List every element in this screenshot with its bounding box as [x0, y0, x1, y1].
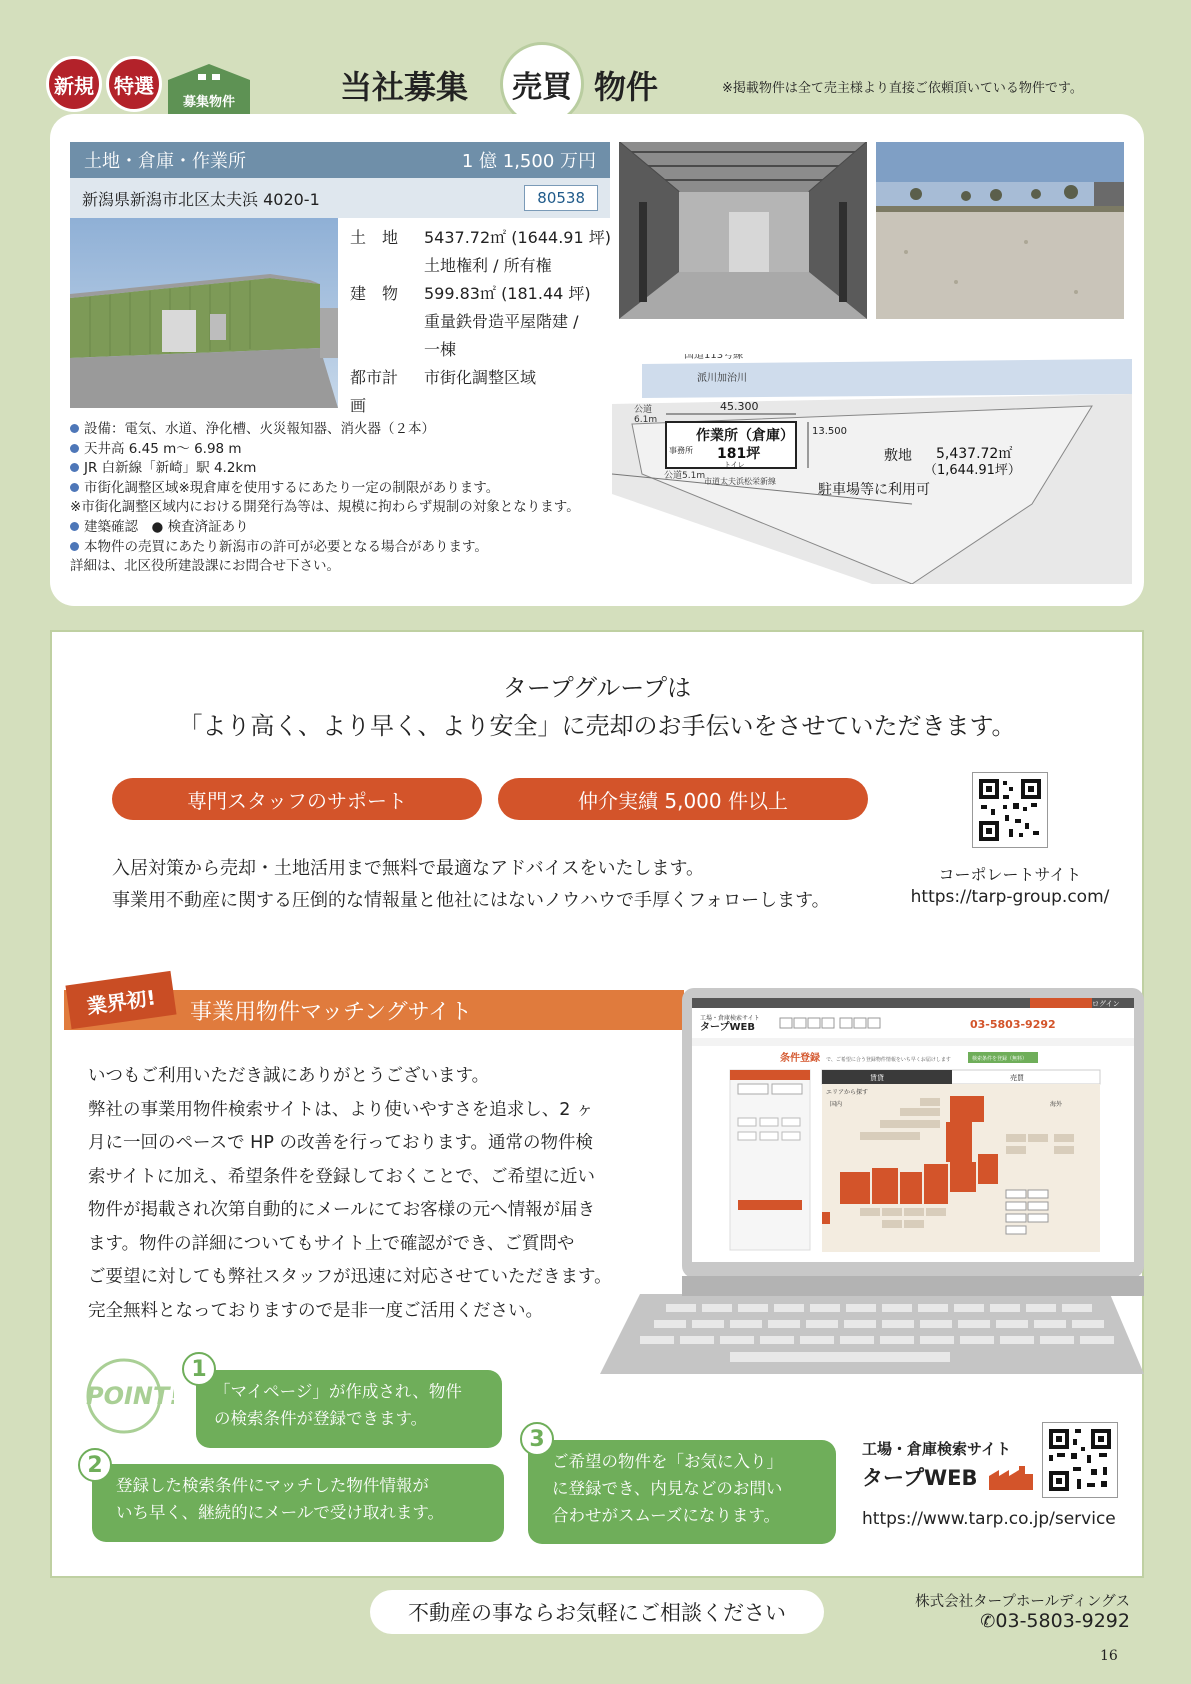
- body-line: ます。物件の詳細についてもサイト上で確認ができ、ご質問や: [88, 1233, 575, 1254]
- property-address: 新潟県新潟市北区太夫浜 4020-1: [82, 189, 320, 209]
- map-road-top: 国道113号線: [684, 354, 744, 361]
- screen-search-hint: で、ご希望に合う登録物件情報をいち早くお届けします: [826, 1057, 951, 1063]
- company-tagline-1: タープグループは: [502, 674, 692, 702]
- corporate-site-url[interactable]: https://tarp-group.com/: [910, 887, 1110, 907]
- matching-site-body: [88, 1060, 658, 1328]
- page-title-left: 当社募集: [340, 68, 469, 106]
- spec-value: 市街化調整区域: [424, 368, 537, 387]
- point-3-number: 3: [520, 1422, 554, 1456]
- screen-register-button: 検索条件を登録（無料）: [972, 1056, 1028, 1062]
- body-line: 月に一回のペースで HP の改善を行っております。通常の物件検: [88, 1133, 594, 1153]
- note-line: [70, 440, 610, 460]
- spec-value: 599.83㎡ (181.44 坪): [424, 284, 591, 303]
- note-line: [70, 538, 610, 558]
- warehouse-interior-photo: [619, 142, 867, 319]
- point-line: 合わせがスムーズになります。: [552, 1506, 781, 1525]
- map-parking: 駐車場等に利用可: [818, 482, 930, 498]
- point-line: 登録した検索条件にマッチした物件情報が: [116, 1476, 429, 1495]
- map-site-label: 敷地: [884, 448, 912, 464]
- map-toilet: トイレ: [724, 461, 745, 469]
- spec-value: 土地権利 / 所有権: [424, 256, 552, 275]
- page-title-circle: 売買: [500, 42, 584, 126]
- note-text: 詳細は、北区役所建設課にお問合せ下さい。: [70, 558, 340, 575]
- point-line: いち早く、継続的にメールで受け取れます。: [116, 1503, 445, 1522]
- note-text: 天井高 6.45 m〜 6.98 m: [84, 440, 242, 457]
- screen-tab-rent: 賃貸: [870, 1074, 884, 1082]
- point-1-box: [196, 1370, 502, 1448]
- map-building-area: 181坪: [717, 446, 761, 462]
- screen-area-label: エリアから探す: [826, 1089, 869, 1096]
- screen-login: ログイン: [1092, 1000, 1120, 1008]
- screen-phone: 03-5803-9292: [970, 1018, 1056, 1031]
- note-text: 建築確認 ● 検査済証あり: [84, 518, 249, 535]
- corporate-qr-code[interactable]: [972, 772, 1048, 848]
- note-text: ※市街化調整区域内における開発行為等は、規模に拘わらず規制の対象となります。: [70, 499, 580, 516]
- point-1-number: 1: [182, 1352, 216, 1386]
- note-text: 設備：電気、水道、浄化槽、火災報知器、消火器（２本）: [84, 421, 435, 437]
- category-house-icon: [168, 64, 250, 114]
- point-line: に登録でき、内見などのお問い: [552, 1479, 783, 1498]
- bullet-dot-icon: [70, 542, 79, 551]
- tarpweb-qr-code[interactable]: [1042, 1422, 1118, 1498]
- body-line: 物件が掲載され次第自動的にメールにてお客様の元へ情報が届き: [88, 1200, 596, 1220]
- property-type: 土地・倉庫・作業所: [84, 151, 246, 172]
- property-header: [70, 142, 610, 178]
- screen-domestic: 国内: [830, 1101, 843, 1108]
- footer-phone-number: 03-5803-9292: [995, 1610, 1130, 1632]
- site-layout-map: [612, 354, 1132, 584]
- badge-special: 特選: [106, 56, 162, 112]
- company-desc-1: 入居対策から売却・土地活用まで無料で最適なアドバイスをいたします。: [112, 858, 705, 879]
- property-spec-list: [350, 224, 611, 415]
- footer-consult-pill: 不動産の事ならお気軽にご相談ください: [370, 1590, 824, 1634]
- body-line: 完全無料となっておりますので是非一度ご活用ください。: [88, 1300, 543, 1321]
- laptop-screenshot-illustration: [600, 984, 1144, 1374]
- warehouse-exterior-photo: [70, 218, 338, 408]
- screen-tab-sale: 売買: [1010, 1074, 1024, 1082]
- badge-new: 新規: [46, 56, 102, 112]
- map-road-bottom: 公道5.1m: [664, 471, 706, 481]
- property-notes: [70, 420, 610, 577]
- note-text: JR 白新線「新崎」駅 4.2km: [84, 460, 257, 477]
- tarpweb-label: 工場・倉庫検索サイト: [862, 1440, 1011, 1458]
- note-line: [70, 479, 610, 499]
- company-desc-2: 事業用不動産に関する圧倒的な情報量と他社にはないノウハウで手厚くフォローします。: [112, 890, 830, 911]
- spec-label: 土 地: [350, 228, 399, 247]
- screen-logo-small: 工場・倉庫検索サイト: [700, 1015, 760, 1022]
- map-site-tsubo: （1,644.91坪）: [924, 463, 1021, 478]
- footer-phone: [886, 1610, 1130, 1632]
- tarpweb-url[interactable]: https://www.tarp.co.jp/service: [862, 1509, 1116, 1529]
- matching-site-title: 事業用物件マッチングサイト: [190, 999, 473, 1025]
- body-line: 弊社の事業用物件検索サイトは、より使いやすさを追求し、2 ヶ: [88, 1099, 594, 1120]
- map-site-m2: 5,437.72㎡: [936, 446, 1013, 462]
- map-building-name: 作業所（倉庫）: [696, 428, 794, 444]
- note-text: 本物件の売買にあたり新潟市の許可が必要となる場合があります。: [84, 538, 488, 555]
- spec-label: 都市計画: [350, 368, 399, 415]
- point-line: 「マイページ」が作成され、物件: [214, 1382, 462, 1401]
- footer-company-name: 株式会社タープホールディングス: [915, 1594, 1130, 1610]
- map-road-left-2: 6.1m: [634, 415, 658, 425]
- property-id: 80538: [524, 185, 598, 211]
- point-line: の検索条件が登録できます。: [214, 1409, 428, 1428]
- bullet-dot-icon: [70, 463, 79, 472]
- tarpweb-logo-text: タープWEB: [862, 1466, 978, 1490]
- page-title-right: 物件: [594, 68, 659, 106]
- category-tag: 募集物件: [182, 95, 235, 110]
- point-badge-label: POINT!: [86, 1382, 174, 1410]
- spec-label: 建 物: [350, 284, 399, 303]
- note-line: [70, 498, 610, 518]
- note-line: [70, 420, 610, 440]
- map-road-left-1: 公道: [634, 405, 653, 415]
- corporate-site-label: コーポレートサイト: [938, 865, 1082, 884]
- screen-search-title: 条件登録: [780, 1053, 820, 1064]
- note-line: [70, 518, 610, 538]
- map-width-dim: 45.300: [720, 400, 759, 413]
- point-2-box: [92, 1464, 504, 1542]
- spec-value: 一棟: [424, 340, 457, 359]
- bullet-dot-icon: [70, 522, 79, 531]
- company-tagline-2: 「より高く、より早く、より安全」に売却のお手伝いをさせていただきます。: [178, 712, 1016, 740]
- page-number: 16: [1100, 1648, 1118, 1664]
- phone-icon: ✆: [980, 1611, 996, 1632]
- body-line: いつもご利用いただき誠にありがとうございます。: [88, 1066, 490, 1086]
- body-line: 索サイトに加え、希望条件を登録しておくことで、ご希望に近い: [88, 1166, 595, 1187]
- point-2-number: 2: [78, 1448, 112, 1482]
- property-price: 1 億 1,500 万円: [461, 151, 596, 172]
- tarpweb-logo: [862, 1462, 1033, 1495]
- industry-first-tag: 業界初!: [65, 971, 176, 1029]
- note-text: 市街化調整区域※現倉庫を使用するにあたり一定の制限があります。: [84, 479, 500, 496]
- brokerage-record-pill: 仲介実績 5,000 件以上: [498, 778, 868, 820]
- bullet-dot-icon: [70, 444, 79, 453]
- map-river: 派川加治川: [697, 373, 747, 384]
- screen-overseas: 海外: [1050, 1101, 1063, 1108]
- factory-icon: [989, 1464, 1033, 1495]
- header-note: ※掲載物件は全て売主様より直接ご依頼頂いている物件です。: [722, 81, 1083, 96]
- spec-value: 5437.72㎡ (1644.91 坪): [424, 228, 611, 247]
- body-line: ご要望に対しても弊社スタッフが迅速に対応させていただきます。: [88, 1267, 612, 1287]
- map-office: 事務所: [669, 446, 693, 455]
- note-line: [70, 557, 610, 577]
- screen-logo: タープWEB: [700, 1022, 755, 1033]
- map-depth-dim: 13.500: [812, 426, 847, 437]
- spec-value: 重量鉄骨造平屋階建 /: [424, 312, 579, 331]
- note-line: [70, 459, 610, 479]
- property-address-bar: [70, 178, 610, 218]
- point-3-box: [528, 1440, 836, 1544]
- staff-support-pill: 専門スタッフのサポート: [112, 778, 482, 820]
- bullet-dot-icon: [70, 483, 79, 492]
- bullet-dot-icon: [70, 424, 79, 433]
- point-badge-icon: [74, 1356, 174, 1436]
- vacant-lot-photo: [876, 142, 1124, 319]
- point-line: ご希望の物件を「お気に入り」: [552, 1452, 783, 1471]
- map-road-bottom-2: 市道太夫浜松栄新線: [704, 477, 776, 486]
